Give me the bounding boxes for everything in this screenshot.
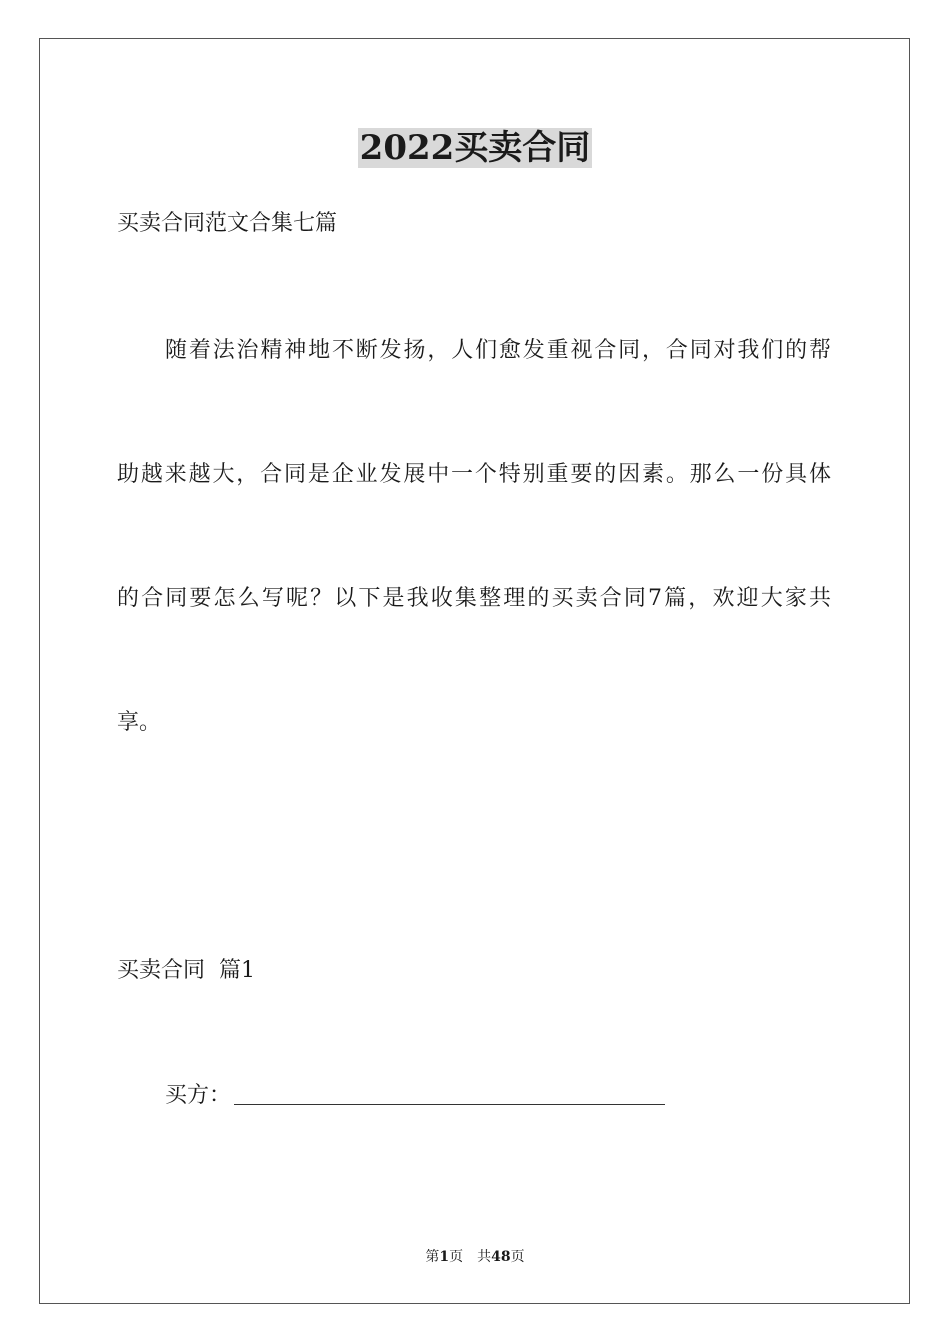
intro-line-3: 的合同要怎么写呢？以下是我收集整理的买卖合同7篇，欢迎大家共 [117,586,831,611]
intro-line-1: 随着法治精神地不断发扬，人们愈发重视合同，合同对我们的帮 [165,338,831,363]
title-container [0,128,950,168]
footer-page-total: 48 [491,1249,511,1265]
footer-total-suffix: 页 [510,1249,525,1265]
intro-line-4: 享。 [117,710,162,735]
document-subtitle: 买卖合同范文合集七篇 [117,211,338,236]
buyer-blank-line [234,1104,665,1105]
footer-total-prefix: 共 [477,1249,492,1265]
document-title: 2022买卖合同 [359,128,591,168]
buyer-label: 买方： [165,1083,232,1108]
footer-page-suffix: 页 [449,1249,464,1265]
intro-line-2: 助越来越大，合同是企业发展中一个特别重要的因素。那么一份具体 [117,462,831,487]
page-footer [0,1247,950,1267]
section-heading: 买卖合同 篇1 [117,958,255,983]
footer-page-prefix: 第 [425,1249,440,1265]
footer-page-current: 1 [439,1249,450,1265]
